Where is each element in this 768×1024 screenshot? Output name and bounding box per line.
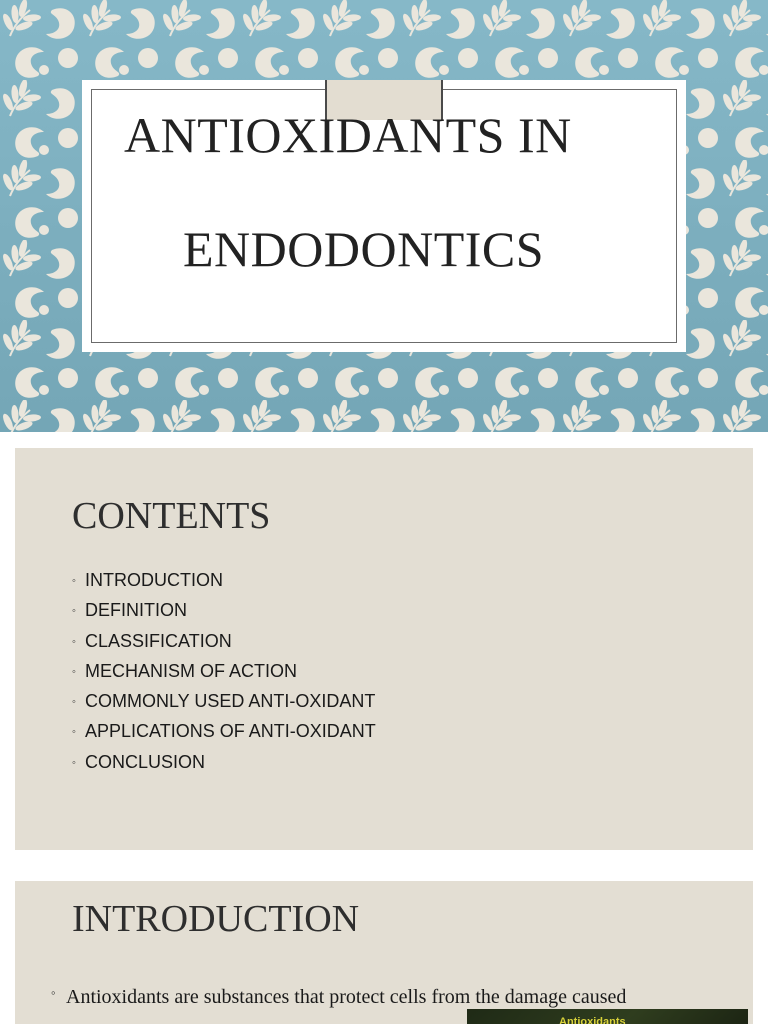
list-item-label: MECHANISM OF ACTION [85, 660, 298, 681]
circle-bullet-icon: ◦ [72, 696, 76, 709]
contents-list [72, 565, 376, 777]
circle-bullet-icon: ◦ [72, 635, 76, 648]
circle-bullet-icon: ◦ [72, 726, 76, 739]
circle-bullet-icon: ◦ [72, 756, 76, 769]
circle-bullet-icon: ◦ [51, 985, 56, 1000]
list-item-label: CLASSIFICATION [85, 630, 232, 651]
contents-slide [15, 448, 753, 850]
introduction-bullet-text: Antioxidants are substances that protect cells from the damage caused [66, 986, 627, 1008]
list-item-label: COMMONLY USED ANTI-OXIDANT [85, 691, 376, 712]
introduction-slide [15, 881, 753, 1024]
list-item [72, 595, 376, 625]
list-item [72, 716, 376, 746]
antioxidants-image [467, 1009, 748, 1024]
list-item-label: INTRODUCTION [85, 570, 223, 590]
list-item [72, 686, 376, 716]
list-item [72, 565, 376, 595]
presentation-title-line-1: ANTIOXIDANTS IN [124, 107, 572, 163]
list-item-label: DEFINITION [85, 600, 187, 621]
circle-bullet-icon: ◦ [72, 605, 76, 618]
introduction-bullet [51, 985, 626, 1009]
list-item-label: CONCLUSION [85, 751, 206, 772]
introduction-heading: INTRODUCTION [72, 898, 360, 940]
circle-bullet-icon: ◦ [72, 665, 76, 678]
title-slide [0, 0, 768, 432]
list-item-label: APPLICATIONS OF ANTI-OXIDANT [85, 721, 376, 742]
list-item [72, 656, 376, 686]
list-item [72, 747, 376, 777]
circle-bullet-icon: ◦ [72, 575, 76, 587]
presentation-title-line-2: ENDODONTICS [183, 221, 545, 277]
antioxidants-image-label: Antioxidants [559, 1016, 626, 1024]
list-item [72, 626, 376, 656]
contents-heading: CONTENTS [72, 495, 271, 537]
